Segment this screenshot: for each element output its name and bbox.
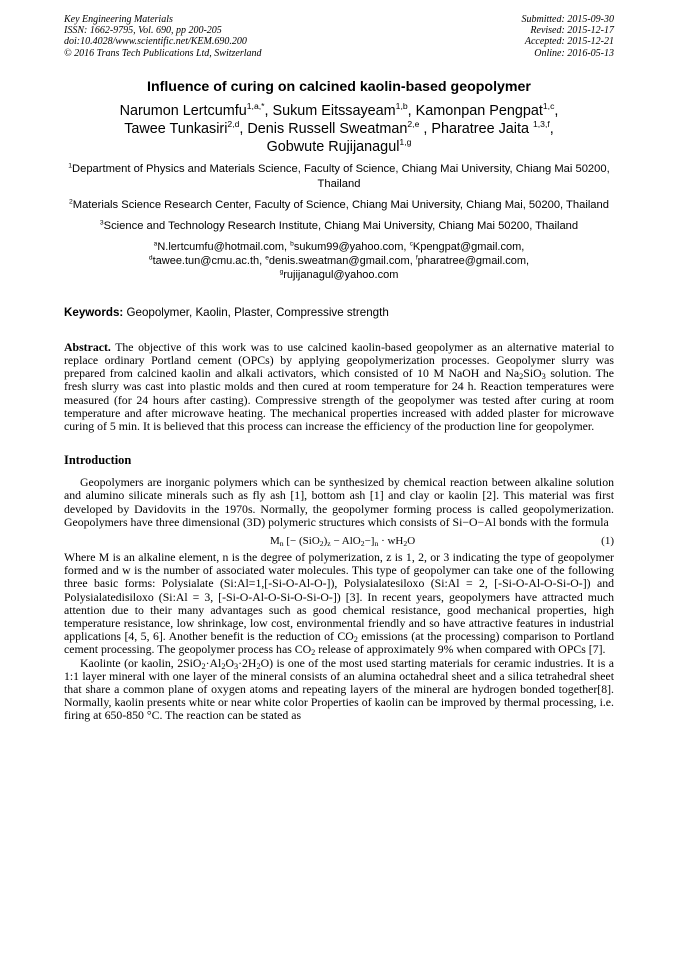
equation-number: (1) [601,535,614,548]
keywords [64,306,614,319]
paragraph: Where M is an alkaline element, n is the degree of polymerization, z is 1, 2, or 3 indicating the type of geopolymer formed and w is the number of associated water molecules. This type of geopolymer can take one of the following three basic forms: Polysialate (Si:Al=1,[-Si-O-Al-O-]), Polysialatesiloxo (Si:Al = 2, [-Si-O-Al-O-Si-O-]) and Polysialatedisiloxo (Si:Al = 3, [-Si-O-Al-O-Si-O-Si-O-]) [3]. In recent years, geopolymers have attracted much attention due to their many advantages such as good chemical resistance, good mechanical properties, high temperature resistance, low shrinkage, low cost, environmental friendly and so have attractive features in industrial applications [4, 5, 6]. Another benefit is the reduction of CO2 emissions (at the processing) comparison to Portland cement processing. The geopolymer process has CO2 release of approximately 9% when compared with OPCs [7]. [64,550,614,658]
author: Tawee Tunkasiri$^{2,d}$, [124,119,248,137]
author: Pharatree Jaita $^{1,3,f}$, [431,119,554,137]
author: Kamonpan Pengpat$^{1,c}$, [415,101,559,119]
email: $^a$N.lertcumfu@hotmail.com, [153,240,291,253]
author: Narumon Lertcumfu$^{1,a,*}$, [119,101,273,119]
journal-issn: ISSN: 1662-9795, Vol. 690, pp 200-205 [64,25,222,37]
email: $^g$rujijanagul@yahoo.com [279,268,399,281]
author-list [64,102,614,156]
author: Gobwute Rujijanagul$^{1,g}$ [266,137,412,155]
affiliation: $^2$Materials Science Research Center, Faculty of Science, Chiang Mai University, Chiang Mai, 50200, Thailand [69,198,609,211]
author-emails [64,240,614,282]
submission-dates [522,14,615,59]
paragraph: Geopolymers are inorganic polymers which can be synthesized by chemical reaction between alkaline solution and alumino silicate minerals such as fly ash [1], bottom ash [1] and clay or kaolin [2]. This material was first developed by Davidovits in the 1970s. Normally, the geopolymer forming process is called geopolymerization. Geopolymers have three dimensional (3D) polymeric structures which consists of Si−O−Al bonds with the formula [64,475,614,529]
email: $^b$sukum99@yahoo.com, [290,240,410,253]
journal-header [64,14,614,59]
paper-title: Influence of curing on calcined kaolin-based geopolymer [147,78,531,95]
abstract-label: Abstract. [64,339,111,354]
date-submitted: Submitted: 2015-09-30 [521,14,614,25]
affiliation: $^3$Science and Technology Research Institute, Chiang Mai University, Chiang Mai 50200, Thailand [99,219,579,232]
affiliation: $^1$Department of Physics and Materials Science, Faculty of Science, Chiang Mai University, Chiang Mai 50200, Thailand [68,162,610,190]
keywords-text: Geopolymer, Kaolin, Plaster, Compressive strength [123,305,389,319]
author: Denis Russell Sweatman$^{2,e}$ , [247,119,432,137]
equation-body: Mn [− (SiO2)z − AlO2−]n · wH2O [269,535,416,549]
paper-page [64,14,614,723]
date-online: Online: 2016-05-13 [534,47,614,59]
paragraph: Kaolinte (or kaolin, 2SiO2·Al2O3·2H2O) is one of the most used starting materials for ceramic industries. It is a 1:1 layer mineral with one layer of the mineral consists of an alumina octahedral sheet and a silica tetrahedral sheet that share a common plane of oxygen atoms and repeating layers of the mineral are hydrogen bonded together[8]. Normally, kaolin presents white or near white color Properties of kaolin can be improved by thermal processing, i.e. firing at 650-850 °C. The reaction can be stated as [64,655,614,723]
email: $^f$pharatree@gmail.com, [415,254,530,267]
journal-name: Key Engineering Materials [64,14,173,25]
date-accepted: Accepted: 2015-12-21 [524,36,614,48]
email: $^d$tawee.tun@cmu.ac.th, [148,254,266,267]
abstract: Abstract. The objective of this work was to use calcined kaolin-based geopolymer as an alternative material to replace ordinary Portland cement (OPCs) by applying geopolymerization processes. Geopolymer slurry was prepared from calcined kaolin and alkali activators, which consisted of 10 M NaOH and Na2SiO3 solution. The fresh slurry was cast into plastic molds and then cured at room temperature for 24 h. Reaction temperatures were measured (for 24 hours after casting). Compressive strength of the geopolymer was tested after curing at room temperature and after microwave heating. The mechanical properties increased with added plaster for microwave curing of 5 min. It is believed that this process can increase the efficiency of the production line for geopolymer. [64,339,614,434]
section-heading-introduction: Introduction [64,453,132,468]
keywords-label: Keywords: [64,305,124,319]
email: $^c$Kpengpat@gmail.com, [409,240,525,253]
equation-1 [64,535,614,547]
date-revised: Revised: 2015-12-17 [530,25,614,37]
journal-doi: doi:10.4028/www.scientific.net/KEM.690.200 [64,36,247,48]
journal-copyright: © 2016 Trans Tech Publications Ltd, Switzerland [64,47,262,59]
author: Sukum Eitssayeam$^{1,b}$, [272,101,416,119]
journal-info [64,14,262,59]
email: $^e$denis.sweatman@gmail.com, [265,254,416,267]
